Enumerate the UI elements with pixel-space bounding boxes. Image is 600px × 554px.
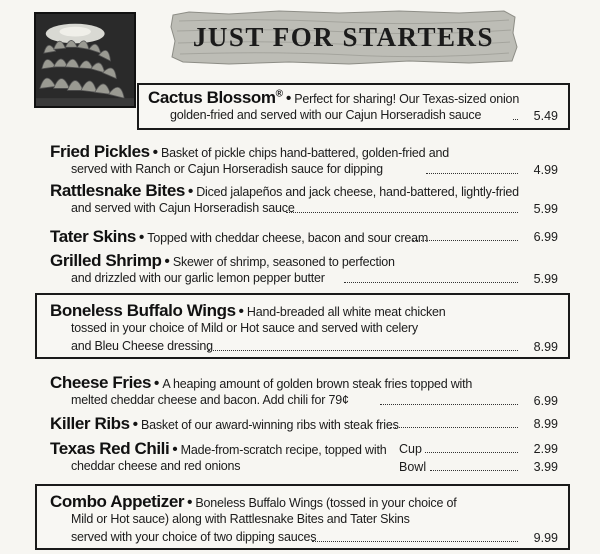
blooming-onion-photo [34,12,136,108]
dot-leader [390,427,518,428]
bullet-icon: • [172,441,178,457]
menu-item-boneless-buffalo-wings [50,301,558,355]
item-price-cup: 2.99 [533,442,558,456]
bullet-icon: • [132,416,138,432]
dot-leader [430,470,518,471]
item-description: cheddar cheese and red onions [71,459,241,473]
menu-item-texas-red-chili [50,439,558,475]
bullet-icon: • [164,253,170,269]
item-name: Texas Red Chili [50,439,170,457]
title-banner [169,9,518,65]
item-name: Cactus Blossom [148,88,276,106]
dot-leader [426,173,518,174]
menu-item-killer-ribs [50,414,558,432]
item-description: and drizzled with our garlic lemon pepper butter [71,271,325,285]
item-price: 5.99 [533,202,558,216]
item-description: Boneless Buffalo Wings (tossed in your choice of [195,496,457,510]
dot-leader [425,452,518,453]
item-price: 5.49 [533,109,558,123]
dot-leader [344,282,518,283]
item-description: Mild or Hot sauce) along with Rattlesnake Bites and Tater Skins [71,512,410,526]
item-price: 8.99 [533,417,558,431]
dot-leader [380,404,518,405]
dot-leader [312,541,518,542]
menu-item-cactus-blossom [148,88,558,124]
menu-item-grilled-shrimp [50,251,558,287]
bullet-icon: • [187,183,194,199]
option-label-bowl: Bowl [399,460,427,474]
bullet-icon: • [238,303,244,319]
dot-leader [412,240,518,241]
item-description: melted cheddar cheese and bacon. Add chili for 79¢ [71,393,349,407]
menu-item-rattlesnake-bites [50,181,558,217]
item-name: Rattlesnake Bites [50,181,185,199]
item-description: Perfect for sharing! Our Texas-sized onion [294,92,520,106]
item-description: tossed in your choice of Mild or Hot sauce and served with celery [71,321,418,335]
item-description: Basket of our award-winning ribs with steak fries [140,418,399,432]
dot-leader [286,212,518,213]
menu-item-tater-skins [50,227,558,245]
bullet-icon: • [154,375,160,391]
item-price-bowl: 3.99 [533,460,558,474]
item-price: 4.99 [533,163,558,177]
item-name: Tater Skins [50,227,136,245]
item-description: and Bleu Cheese dressing [71,339,213,353]
item-description: Skewer of shrimp, seasoned to perfection [172,255,395,269]
item-name: Grilled Shrimp [50,251,162,269]
option-label-cup: Cup [399,442,422,456]
item-name: Killer Ribs [50,414,130,432]
item-description: and served with Cajun Horseradish sauce [71,201,295,215]
item-price: 6.99 [533,230,558,244]
item-price: 6.99 [533,394,558,408]
item-name: Cheese Fries [50,373,152,391]
item-description: served with Ranch or Cajun Horseradish sauce for dipping [71,162,383,176]
item-description: Diced jalapeños and jack cheese, hand-battered, lightly-fried [196,185,519,199]
menu-item-combo-appetizer [50,492,558,546]
page-title: JUST FOR STARTERS [192,21,495,52]
item-description: Hand-breaded all white meat chicken [246,305,446,319]
item-description: A heaping amount of golden brown steak fries topped with [162,377,473,391]
item-name: Combo Appetizer [50,492,185,510]
bullet-icon: • [152,144,158,160]
bullet-icon: • [187,494,193,510]
menu-item-cheese-fries [50,373,558,409]
item-name: Boneless Buffalo Wings [50,301,236,319]
dot-leader [208,350,518,351]
item-price: 5.99 [533,272,558,286]
item-price: 9.99 [533,531,558,545]
item-description: Made-from-scratch recipe, topped with [180,443,387,457]
item-description: Topped with cheddar cheese, bacon and sour cream [147,231,429,245]
menu-item-fried-pickles [50,142,558,178]
item-description: Basket of pickle chips hand-battered, golden-fried and [160,146,449,160]
item-description: served with your choice of two dipping sauces [71,530,317,544]
dot-leader [513,119,518,120]
item-price: 8.99 [533,340,558,354]
bullet-icon: • [285,90,292,106]
bullet-icon: • [139,229,145,245]
item-name: Fried Pickles [50,142,150,160]
trademark-symbol: ® [275,88,283,100]
item-description: golden-fried and served with our Cajun Horseradish sauce [170,108,482,122]
